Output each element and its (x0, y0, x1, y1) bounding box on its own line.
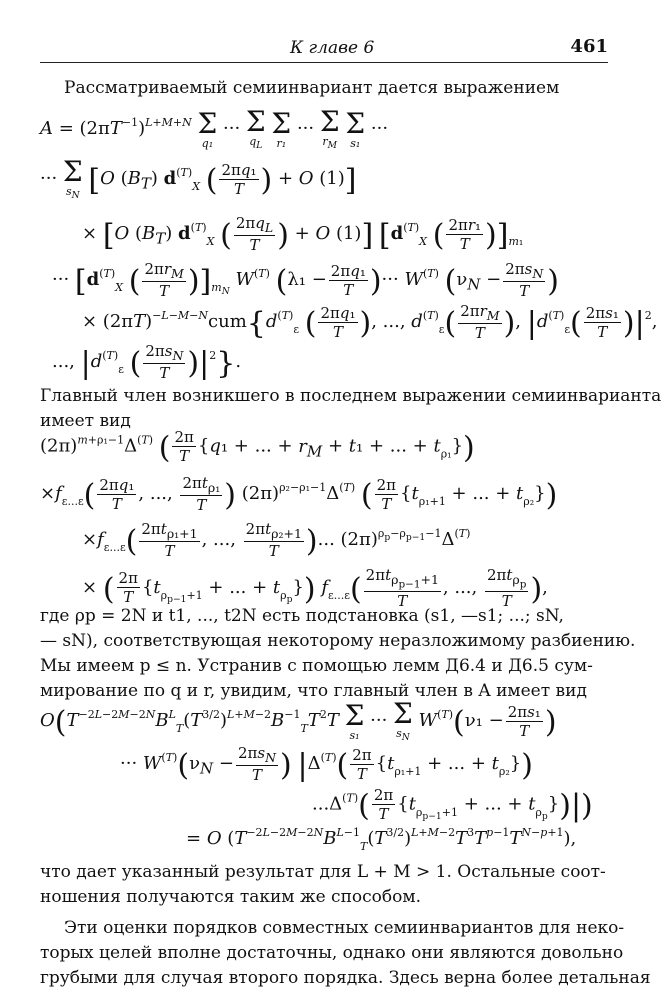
equation-3-line-3: $...\Delta^{(T)}$( $\frac{2\pi}{T}$ {$t_{\rho_{p-1}+1}$ + ... + $t_{\rho_p}\})|$) (312, 786, 593, 824)
header-rule (40, 62, 608, 63)
paragraph-substitution (40, 604, 636, 704)
equation-1-line-4: ··· [$d^{(T)}_X$ ( $\frac{2\pi r_M}{T}$ )]$_{m_N}$ $W^{(T)}$ (λ₁ − $\frac{\text{2πq₁}}{T}$ )··· $W^{(T)}$ ($\nu_N$ − $\frac{2\pi s_N}{T}$ ) (52, 260, 559, 300)
text-line: где ρp = 2N и t1, ..., t2N есть подстановка (s1, —s1; ...; sN, (40, 606, 564, 626)
paragraph-result (40, 860, 610, 910)
page-number: 461 (570, 36, 608, 57)
equation-1-line-6: ..., $|d^{(T)}_\varepsilon$ ( $\frac{2\pi s_N}{T}$ )$|^2$}. (52, 342, 242, 382)
equation-1-line-3: × [O $(B_T)$ $d^{(T)}_X$ ( $\frac{2\pi q_L}{T}$ ) + O (1)] [$d^{(T)}_X$ ( $\frac{\text{2πr₁}}{T}$ )]$_{m_1}$ (82, 214, 524, 254)
text-line: Главный член возникшего в последнем выражении семиинварианта (40, 386, 661, 406)
text-line: торых целей вполне достаточны, однако они являются довольно (40, 943, 624, 963)
running-title: К главе 6 (290, 38, 375, 58)
text-line: Мы имеем p ≤ n. Устранив с помощью лемм Д6.4 и Д6.5 сум- (40, 656, 593, 676)
text-line: мирование по q и r, увидим, что главный член в A имеет вид (40, 681, 587, 701)
equation-3-line-2: ··· $W^{(T)}(\nu_N$ − $\frac{2\pi s_N}{T}$ ) $|\Delta^{(T)}$( $\frac{2\pi}{T}$ {$t_{\rho_1+1}$ + ... + $t_{\rho_2}$}) (120, 744, 533, 784)
paragraph-main-term (40, 384, 661, 434)
equation-1-line-5: × $(2\pi T)^{-L-M-N}cum\{d^{(T)}_\varepsilon$ ( $\frac{\text{2πq₁}}{T}$ ), ..., $d^{(T)}_\varepsilon$( $\frac{2\pi r_M}{T}$ ), $|d^{(T)}_\varepsilon$( $\frac{\text{2πs₁}}{T}$ )$|^2$, (82, 302, 658, 342)
equation-2-line-1: $(2\pi)^{m+\rho_1-1}\Delta^{(T)}$ ( $\frac{2\pi}{T}$ {q₁ + ... + $r_M + t_1$ + ... + $t_{\rho_1}$}) (40, 428, 475, 466)
paragraph-intro (40, 76, 610, 101)
text-line: Рассматриваемый семиинвариант дается выражением (64, 78, 560, 98)
equation-2-line-2: $\times f_{\varepsilon...\varepsilon}$( $\frac{\text{2πq₁}}{T}$ , ..., $\frac{2\pi t_{\rho_1}}{T}$ ) $(2\pi)^{\rho_2-\rho_1-1}\Delta^{(T)}$ ( $\frac{2\pi}{T}$ {$t_{\rho_1+1}$ + ... + $t_{\rho_2}$}) (40, 474, 558, 514)
page-header (40, 36, 608, 64)
paragraph-estimates (40, 916, 651, 991)
text-line: ношения получаются таким же способом. (40, 887, 421, 907)
text-line: — sN), соответствующая некоторому неразложимому разбиению. (40, 631, 636, 651)
equation-1-line-2: ··· Σ $s_N$ [O $(B_T)$ $d^{(T)}_X$ ( $\frac{\text{2πq₁}}{T}$ ) + O (1)] (40, 155, 357, 202)
equation-2-line-4: × ( $\frac{2\pi}{T}$ {$t_{\rho_{p-1}+1}$ + ... + $t_{\rho_p}$}) $f_{\varepsilon...\varepsilon}$( $\frac{2\pi t_{\rho_{p-1}+1}}{T}$ , ..., $\frac{2\pi t_{\rho_p}}{T}$ ), (82, 566, 548, 610)
text-line: что дает указанный результат для L + M > 1. Остальные соот- (40, 862, 606, 882)
text-line: имеет вид (40, 411, 131, 431)
equation-2-line-3: $\times f_{\varepsilon...\varepsilon}$( $\frac{2\pi t_{\rho_1+1}}{T}$ , ..., $\frac{2\pi t_{\rho_2+1}}{T}$ )... $(2\pi)^{\rho_p-\rho_{p-1}-1}\Delta^{(T)}$ (82, 520, 471, 560)
equation-3-line-4: = O $(T^{-2L-2M-2N}B^{L-1}_T(T^{3/2})^{L+M-2}T^3T^{p-1}T^{N-p+1})$, (186, 826, 577, 853)
text-line: Эти оценки порядков совместных семиинвариантов для неко- (64, 918, 625, 938)
equation-1-line-1: $A = (2\pi T^{-1})^{L+M+N}$ Σ q₁ ··· Σ $q_L$ Σ r₁ ··· Σ $r_M$ Σ s₁ ··· (40, 105, 389, 152)
text-line: грубыми для случая второго порядка. Здесь верна более детальная (40, 968, 651, 988)
equation-3-line-1: $O(T^{-2L-2M-2N}B^L_T(T^{3/2})^{L+M-2}B^{-1}_TT^2T$ Σ s₁ ··· Σ $s_N$ $W^{(T)}(\nu_1$ − $\frac{\text{2πs₁}}{T}$ ) (40, 697, 557, 744)
